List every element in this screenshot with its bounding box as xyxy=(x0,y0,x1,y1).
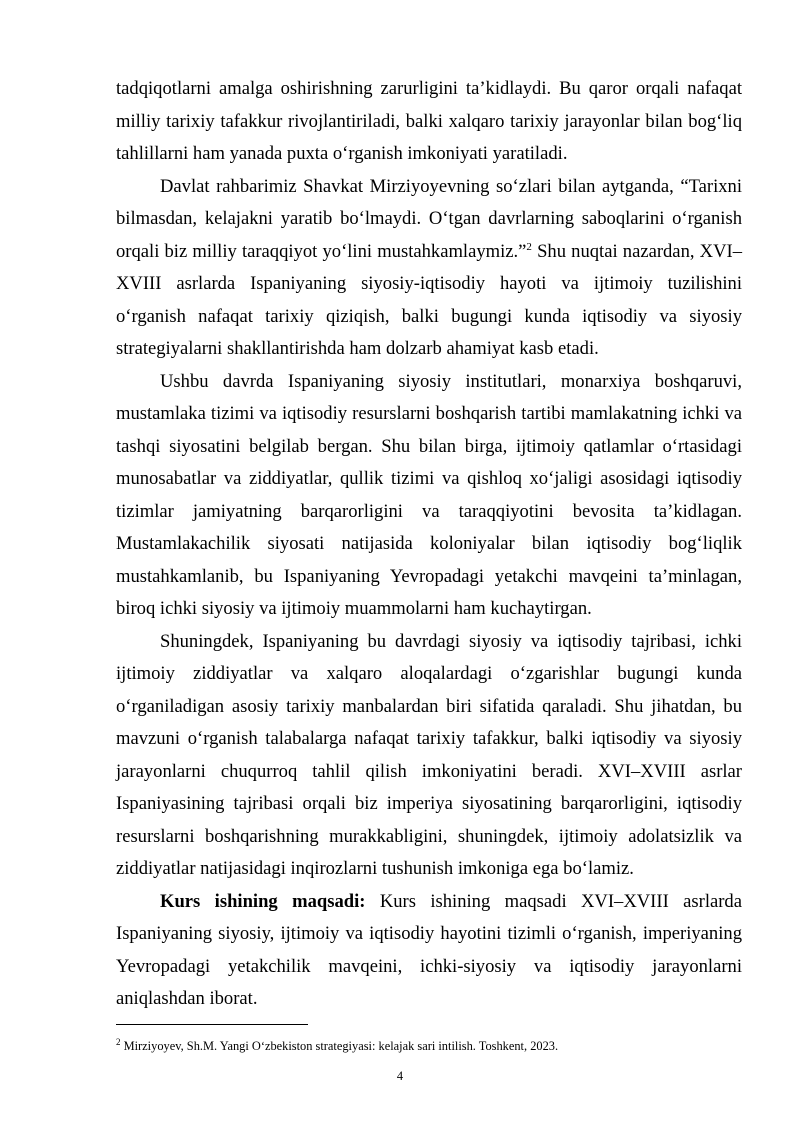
body-text xyxy=(116,73,742,1016)
footnote xyxy=(116,1038,742,1054)
paragraph-text: Shu nuqtai nazardan, XVI–XVIII asrlarda Ispaniyaning siyosiy-iqtisodiy hayoti va ijtimoiy tuzilishini o‘rganish nafaqat tarixiy qiziqish, balki bugungi kunda iqtisodiy va siyosiy strategiyalarni shakllantirishda ham dolzarb ahamiyat kasb etadi. xyxy=(116,240,742,359)
paragraph-experience xyxy=(116,626,742,886)
paragraph-quote xyxy=(116,171,742,366)
paragraph-text: Davlat rahbarimiz Shavkat Mirziyoyevning so‘zlari bilan aytganda, “Tarixni bilmasdan, kelajakni yaratib bo‘lmaydi. O‘tgan davrlarning saboqlarini o‘rganish orqali biz milliy taraqqiyot yo‘lini mustahkamlaymiz.” xyxy=(116,175,742,262)
paragraph-institutions xyxy=(116,366,742,626)
footnote-number: 2 xyxy=(116,1037,121,1047)
paragraph-course-goal xyxy=(116,886,742,1016)
paragraph-text: Ushbu davrda Ispaniyaning siyosiy institutlari, monarxiya boshqaruvi, mustamlaka tizimi va iqtisodiy resurslarni boshqarish tartibi mamlakatning ichki va tashqi siyosatini belgilab bergan. Shu bilan birga, ijtimoiy qatlamlar o‘rtasidagi munosabatlar va ziddiyatlar, qullik tizimi va qishloq xo‘jaligi asosidagi iqtisodiy tizimlar jamiyatning barqarorligini va taraqqiyotini bevosita ta’kidlagan. Mustamlakachilik siyosati natijasida koloniyalar bilan iqtisodiy bog‘liqlik mustahkamlanib, bu Ispaniyaning Yevropadagi yetakchi mavqeini ta’minlagan, biroq ichki siyosiy va ijtimoiy muammolarni ham kuchaytirgan. xyxy=(116,370,742,619)
paragraph-text: tadqiqotlarni amalga oshirishning zarurligini ta’kidlaydi. Bu qaror orqali nafaqat milliy tarixiy tafakkur rivojlantiriladi, balki xalqaro tarixiy jarayonlar bilan bog‘liq tahlillarni ham yanada puxta o‘rganish imkoniyati yaratiladi. xyxy=(116,78,742,164)
paragraph-text: Shuningdek, Ispaniyaning bu davrdagi siyosiy va iqtisodiy tajribasi, ichki ijtimoiy ziddiyatlar va xalqaro aloqalardagi o‘zgarishlar bugungi kunda o‘rganiladigan asosiy tarixiy manbalardan biri sifatida qaraladi. Shu jihatdan, bu mavzuni o‘rganish talabalarga nafaqat tarixiy tafakkur, balki iqtisodiy va siyosiy jarayonlarni chuqurroq tahlil qilish imkoniyatini beradi. XVI–XVIII asrlar Ispaniyasining tajribasi orqali biz imperiya siyosatining barqarorligini, iqtisodiy resurslarni boshqarishning murakkabligini, shuningdek, ijtimoiy adolatsizlik va ziddiyatlar natijasidagi inqirozlarni tushunish imkoniga ega bo‘lamiz. xyxy=(116,630,742,879)
footnote-text: Mirziyoyev, Sh.M. Yangi O‘zbekiston strategiyasi: kelajak sari intilish. Toshkent, 2023. xyxy=(120,1039,559,1053)
footnote-separator xyxy=(116,1024,308,1025)
course-goal-heading: Kurs ishining maqsadi: xyxy=(160,890,366,912)
page-number: 4 xyxy=(396,1069,404,1083)
footnote-reference[interactable]: 2 xyxy=(526,240,532,253)
paragraph-continuation xyxy=(116,73,742,171)
paragraph-text: Kurs ishining maqsadi XVI–XVIII asrlarda Ispaniyaning siyosiy, ijtimoiy va iqtisodiy hayotini tizimli o‘rganish, imperiyaning Yevropadagi yetakchilik mavqeini, ichki-siyosiy va iqtisodiy jarayonlarni aniqlashdan iborat. xyxy=(116,890,742,1009)
